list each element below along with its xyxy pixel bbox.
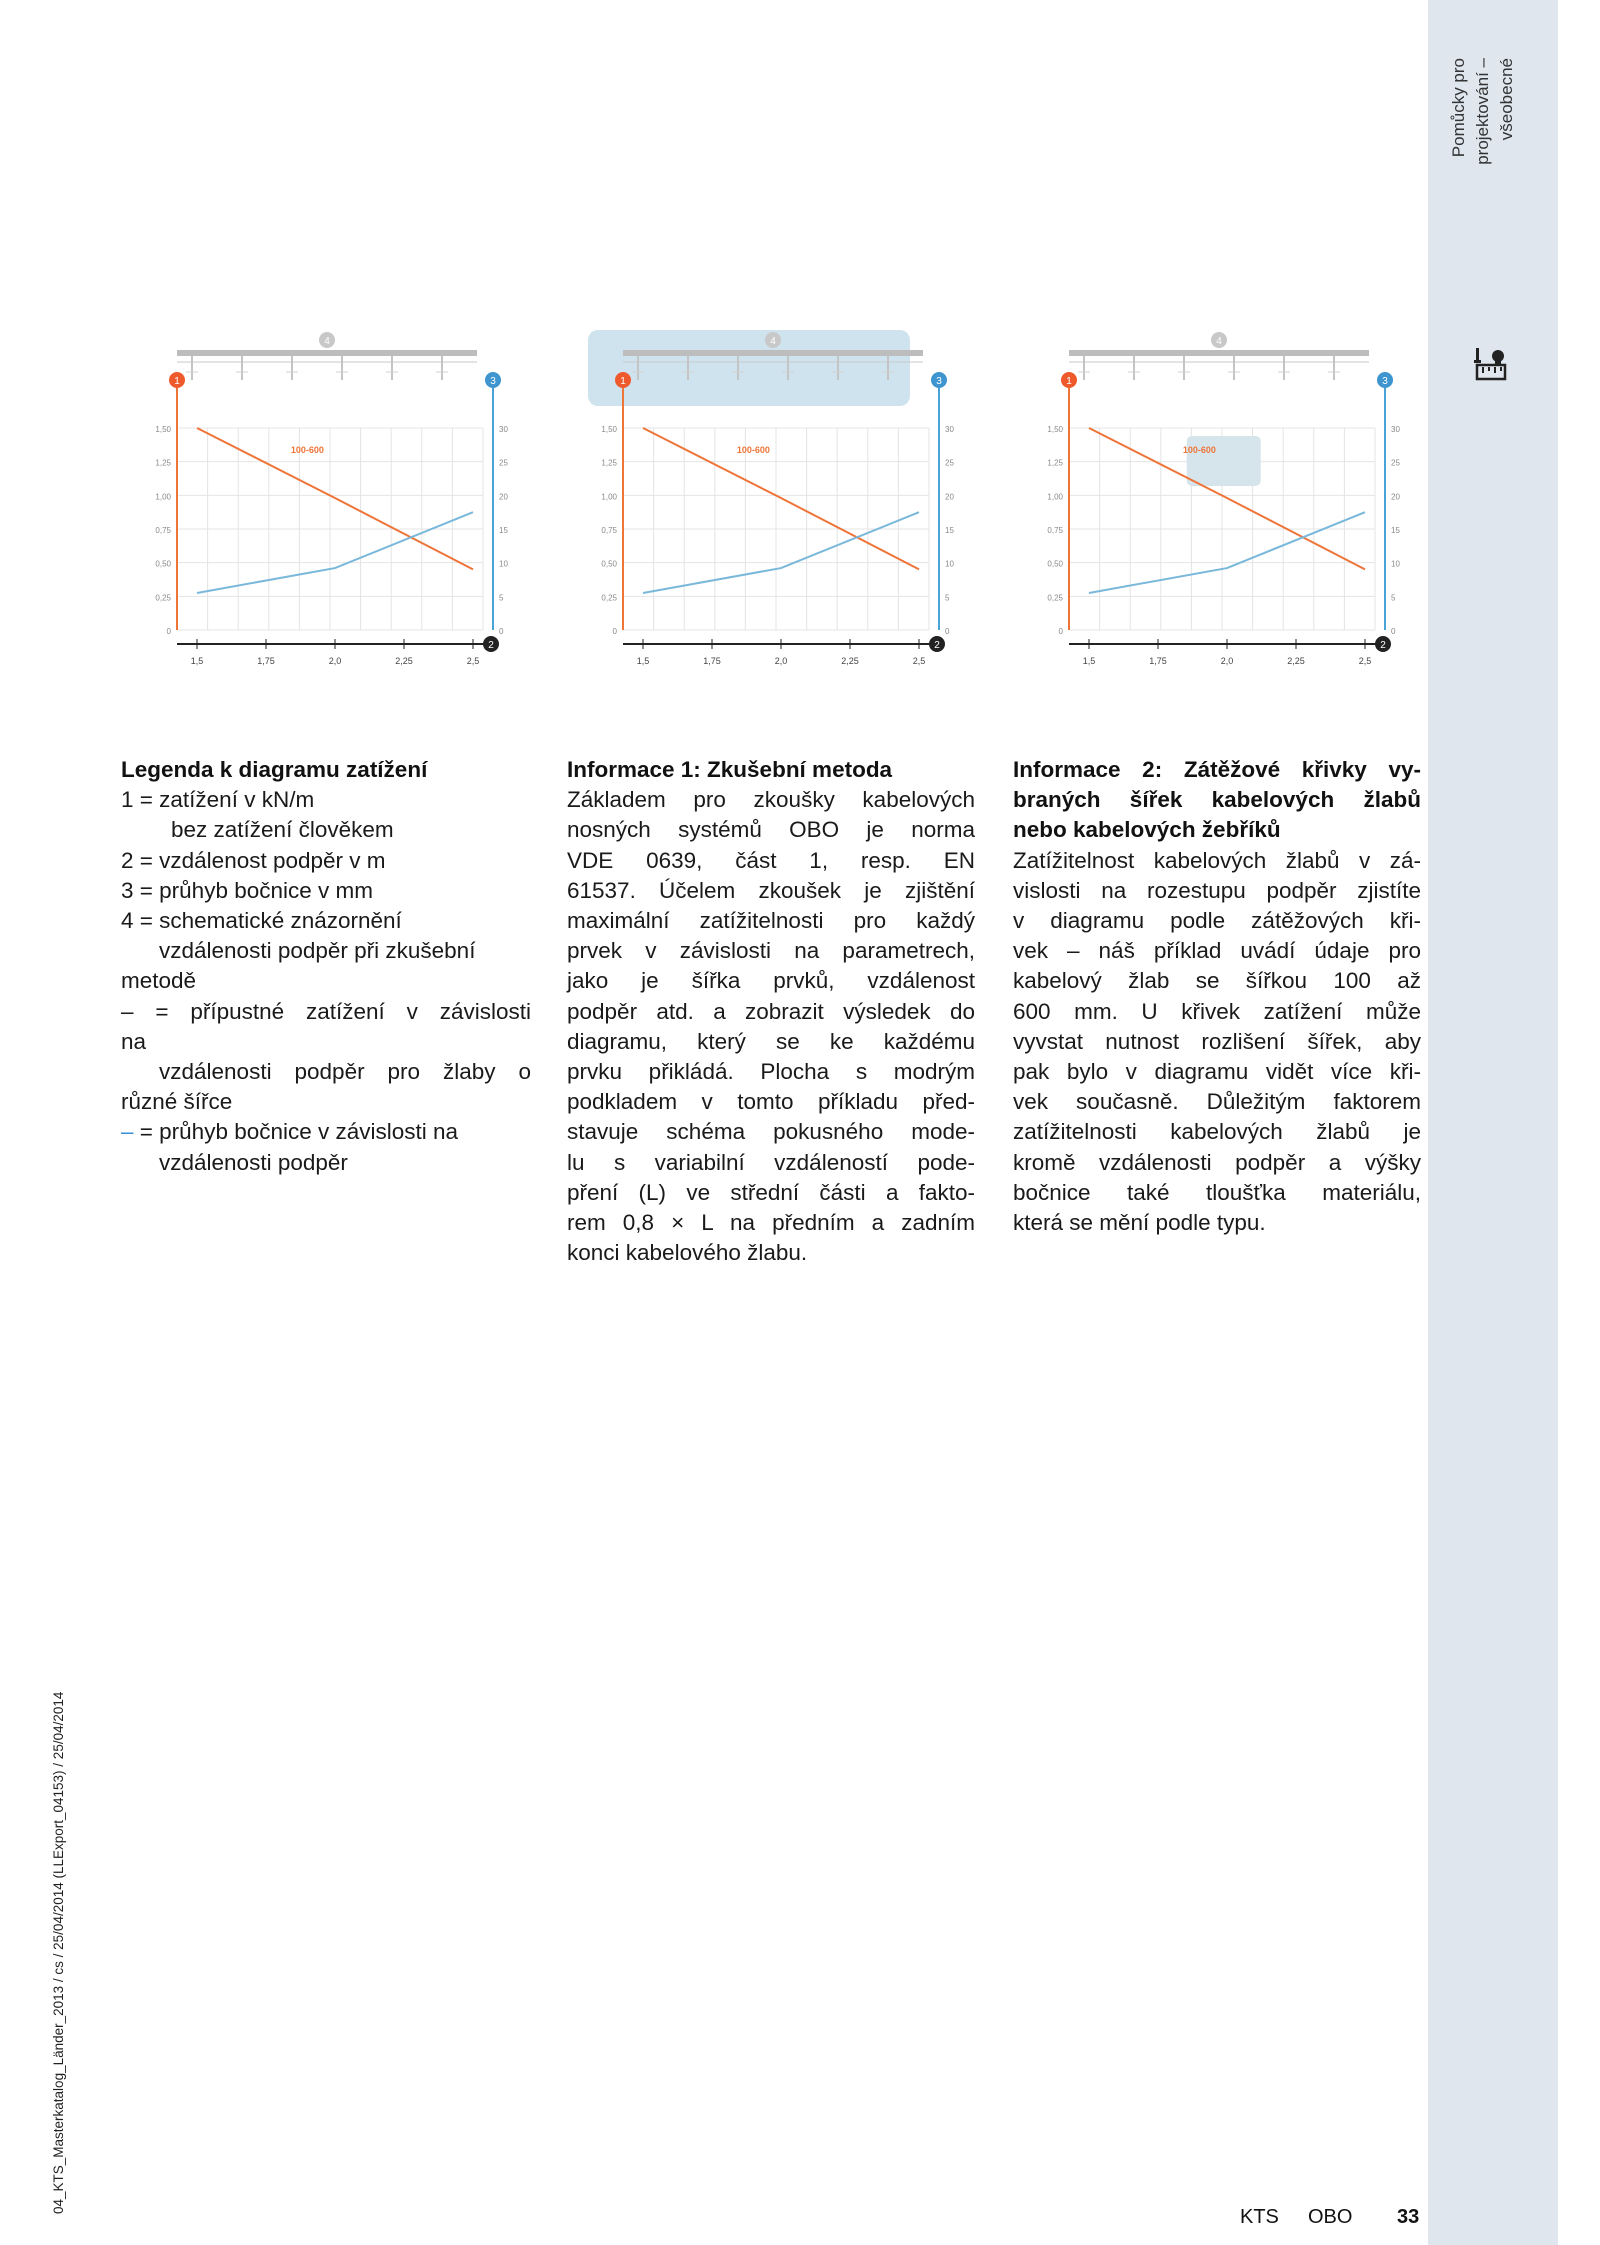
right-tick-label: 0 [945,627,950,636]
legend-line-text: = průhyb bočnice v závislosti na [133,1119,459,1145]
schema-tray [623,350,923,356]
right-tick-label: 30 [1391,425,1400,434]
load-diagram-2 [583,330,973,710]
info2-line: pak bylo v diagramu vidět více kři- [1013,1059,1421,1085]
info1-line: konci kabelového žlabu. [567,1240,808,1266]
schema-tray [177,350,477,356]
footer-middle: OBO [1308,2206,1353,2228]
left-tick-label: 0 [1058,627,1063,636]
x-tick-label: 2,5 [466,656,480,666]
info1-line: jako je šířka prvků, vzdálenost [567,968,975,994]
left-tick-label: 1,25 [1047,458,1063,468]
left-tick-label: 1,25 [155,458,171,468]
x-tick-label: 2,25 [395,656,413,666]
legend-line: bez zatížení člověkem [171,817,394,843]
left-tick-label: 0,25 [601,593,617,603]
legend-line: na [121,1028,147,1054]
right-tick-label: 10 [499,559,508,569]
info1-line: pření (L) ve střední části a fakto- [567,1179,975,1205]
x-tick-label: 2,25 [1287,656,1305,666]
info1-title: Informace 1: Zkušební metoda [567,757,893,782]
legend-line: 1 = zatížení v kN/m [121,787,315,813]
info2-line: vyvstat nutnost rozlišení šířek, aby [1013,1028,1421,1054]
info2-column [1013,755,1421,1238]
info1-line: maximální zatížitelnosti pro každý [567,908,975,934]
info1-line: Základem pro zkoušky kabelových [567,787,975,813]
info2-title-line: nebo kabelových žebříků [1013,817,1281,843]
info1-column [567,755,975,1268]
left-tick-label: 1,25 [601,458,617,468]
legend-line: 2 = vzdálenost podpěr v m [121,847,386,873]
info1-line: lu s variabilní vzdáleností pode- [567,1149,975,1175]
left-tick-label: 0,75 [155,526,171,535]
x-tick-label: 2,0 [774,656,788,666]
info2-line: 600 mm. U křivek zatížení může [1013,998,1421,1024]
marker-3-label: 3 [1382,376,1388,387]
section-title-line: projektování – [1473,58,1492,165]
left-tick-label: 0,75 [1047,526,1063,535]
right-tick-label: 10 [1391,559,1400,569]
right-tick-label: 30 [945,425,954,434]
x-tick-label: 2,5 [1358,656,1372,666]
info2-title [1013,755,1421,846]
info2-line: vislosti na rozestupu podpěr zjistíte [1013,877,1421,903]
x-tick-label: 1,5 [190,656,204,666]
range-label: 100-600 [290,445,324,455]
marker-2-label: 2 [488,640,494,651]
right-tick-label: 20 [945,492,954,502]
right-tick-label: 15 [499,526,508,535]
left-tick-label: 0 [166,627,171,636]
left-tick-label: 0,75 [601,526,617,535]
left-tick-label: 0,50 [155,559,171,569]
info2-line: bočnice také tloušťka materiálu, [1013,1179,1421,1205]
right-tick-label: 5 [499,593,504,603]
info2-line: kabelový žlab se šířkou 100 až [1013,968,1421,994]
right-tick-label: 5 [945,593,950,603]
right-tick-label: 30 [499,425,508,434]
x-tick-label: 2,25 [841,656,859,666]
left-tick-label: 0,50 [1047,559,1063,569]
right-tick-label: 5 [1391,593,1396,603]
right-tick-label: 25 [499,458,508,468]
x-tick-label: 1,75 [1149,656,1167,666]
marker-1-label: 1 [174,376,180,387]
load-diagram-svg [137,330,527,710]
info1-line: prvku přikládá. Plocha s modrým [567,1059,975,1085]
left-tick-label: 1,50 [1047,425,1063,434]
x-tick-label: 1,75 [257,656,275,666]
info2-line: vek současně. Důležitým faktorem [1013,1089,1421,1115]
left-tick-label: 0 [612,627,617,636]
marker-4-label: 4 [1216,336,1222,347]
right-tick-label: 10 [945,559,954,569]
info2-title-line: braných šířek kabelových žlabů [1013,787,1421,813]
print-job-text: 04_KTS_Masterkatalog_Länder_2013 / cs / 25/04/2014 (LLExport_04153) / 25/04/2014 [51,1691,66,2214]
info1-line: podkladem v tomto příkladu před- [567,1089,975,1115]
range-label-highlight [1187,436,1261,486]
left-tick-label: 0,25 [1047,593,1063,603]
info1-line: prvek v závislosti na parametrech, [567,938,975,964]
info1-line: podpěr atd. a zobrazit výsledek do [567,998,975,1024]
print-job-info [44,1514,74,2214]
info2-line: zatížitelnosti kabelových žlabů je [1013,1119,1421,1145]
load-diagram-3 [1029,330,1419,710]
legend-line: 3 = průhyb bočnice v mm [121,877,373,903]
blue-dash-symbol: – [121,1119,134,1145]
section-title-line: všeobecné [1497,58,1516,141]
info2-line: která se mění podle typu. [1013,1210,1266,1236]
legend-title: Legenda k diagramu zatížení [121,757,428,782]
x-tick-label: 2,0 [1220,656,1234,666]
info1-line: VDE 0639, část 1, resp. EN [567,847,975,873]
tools-ruler-icon [1474,346,1508,382]
page-number: 33 [1397,2206,1420,2228]
info2-line: kromě vzdálenosti podpěr a výšky [1013,1149,1421,1175]
range-label: 100-600 [1182,445,1216,455]
info1-line: nosných systémů OBO je norma [567,817,975,843]
marker-2-label: 2 [934,640,940,651]
right-tick-label: 0 [499,627,504,636]
x-tick-label: 1,75 [703,656,721,666]
right-tick-label: 15 [945,526,954,535]
legend-column [121,755,531,1178]
right-tick-label: 0 [1391,627,1396,636]
left-tick-label: 1,50 [601,425,617,434]
marker-1-label: 1 [1066,376,1072,387]
info2-line: vek – náš příklad uvádí údaje pro [1013,938,1421,964]
right-tick-label: 25 [1391,458,1400,468]
info1-line: diagramu, který se ke každému [567,1028,975,1054]
legend-line: vzdálenosti podpěr pro žlaby o [159,1059,531,1085]
info2-line: Zatížitelnost kabelových žlabů v zá- [1013,847,1421,873]
load-diagram-svg [583,330,973,710]
marker-4-label: 4 [324,336,330,347]
footer-left: KTS [1240,2206,1279,2228]
legend-line: různé šířce [121,1089,233,1115]
legend-line [121,1117,531,1147]
right-tick-label: 20 [499,492,508,502]
schema-highlight [588,330,910,406]
legend-line: 4 = schematické znázornění [121,908,402,934]
x-tick-label: 1,5 [1082,656,1096,666]
schema-tray [1069,350,1369,356]
x-tick-label: 2,0 [328,656,342,666]
legend-line: – = přípustné zatížení v závislosti [121,998,531,1024]
marker-1-label: 1 [620,376,626,387]
marker-3-label: 3 [936,376,942,387]
marker-3-label: 3 [490,376,496,387]
x-tick-label: 1,5 [636,656,650,666]
info2-title-line: Informace 2: Zátěžové křivky vy- [1013,757,1421,782]
left-tick-label: 1,00 [155,492,171,502]
range-label: 100-600 [736,445,770,455]
left-tick-label: 0,50 [601,559,617,569]
legend-line: metodě [121,968,197,994]
info1-line: rem 0,8 × L na předním a zadním [567,1210,975,1236]
marker-4-label: 4 [770,336,776,347]
right-tick-label: 15 [1391,526,1400,535]
left-tick-label: 1,50 [155,425,171,434]
left-tick-label: 0,25 [155,593,171,603]
load-diagram-1 [137,330,527,710]
legend-line: vzdálenosti podpěr [159,1149,348,1175]
load-diagram-svg [1029,330,1419,710]
right-tick-label: 20 [1391,492,1400,502]
info1-line: stavuje schéma pokusného mode- [567,1119,975,1145]
info1-line: 61537. Účelem zkoušek je zjištění [567,877,975,903]
info2-line: v diagramu podle zátěžových kři- [1013,908,1421,934]
section-title-vertical [1447,10,1531,340]
right-tick-label: 25 [945,458,954,468]
section-title-line: Pomůcky pro [1449,58,1468,158]
left-tick-label: 1,00 [1047,492,1063,502]
legend-line: vzdálenosti podpěr při zkušební [159,938,476,964]
left-tick-label: 1,00 [601,492,617,502]
x-tick-label: 2,5 [912,656,926,666]
marker-2-label: 2 [1380,640,1386,651]
